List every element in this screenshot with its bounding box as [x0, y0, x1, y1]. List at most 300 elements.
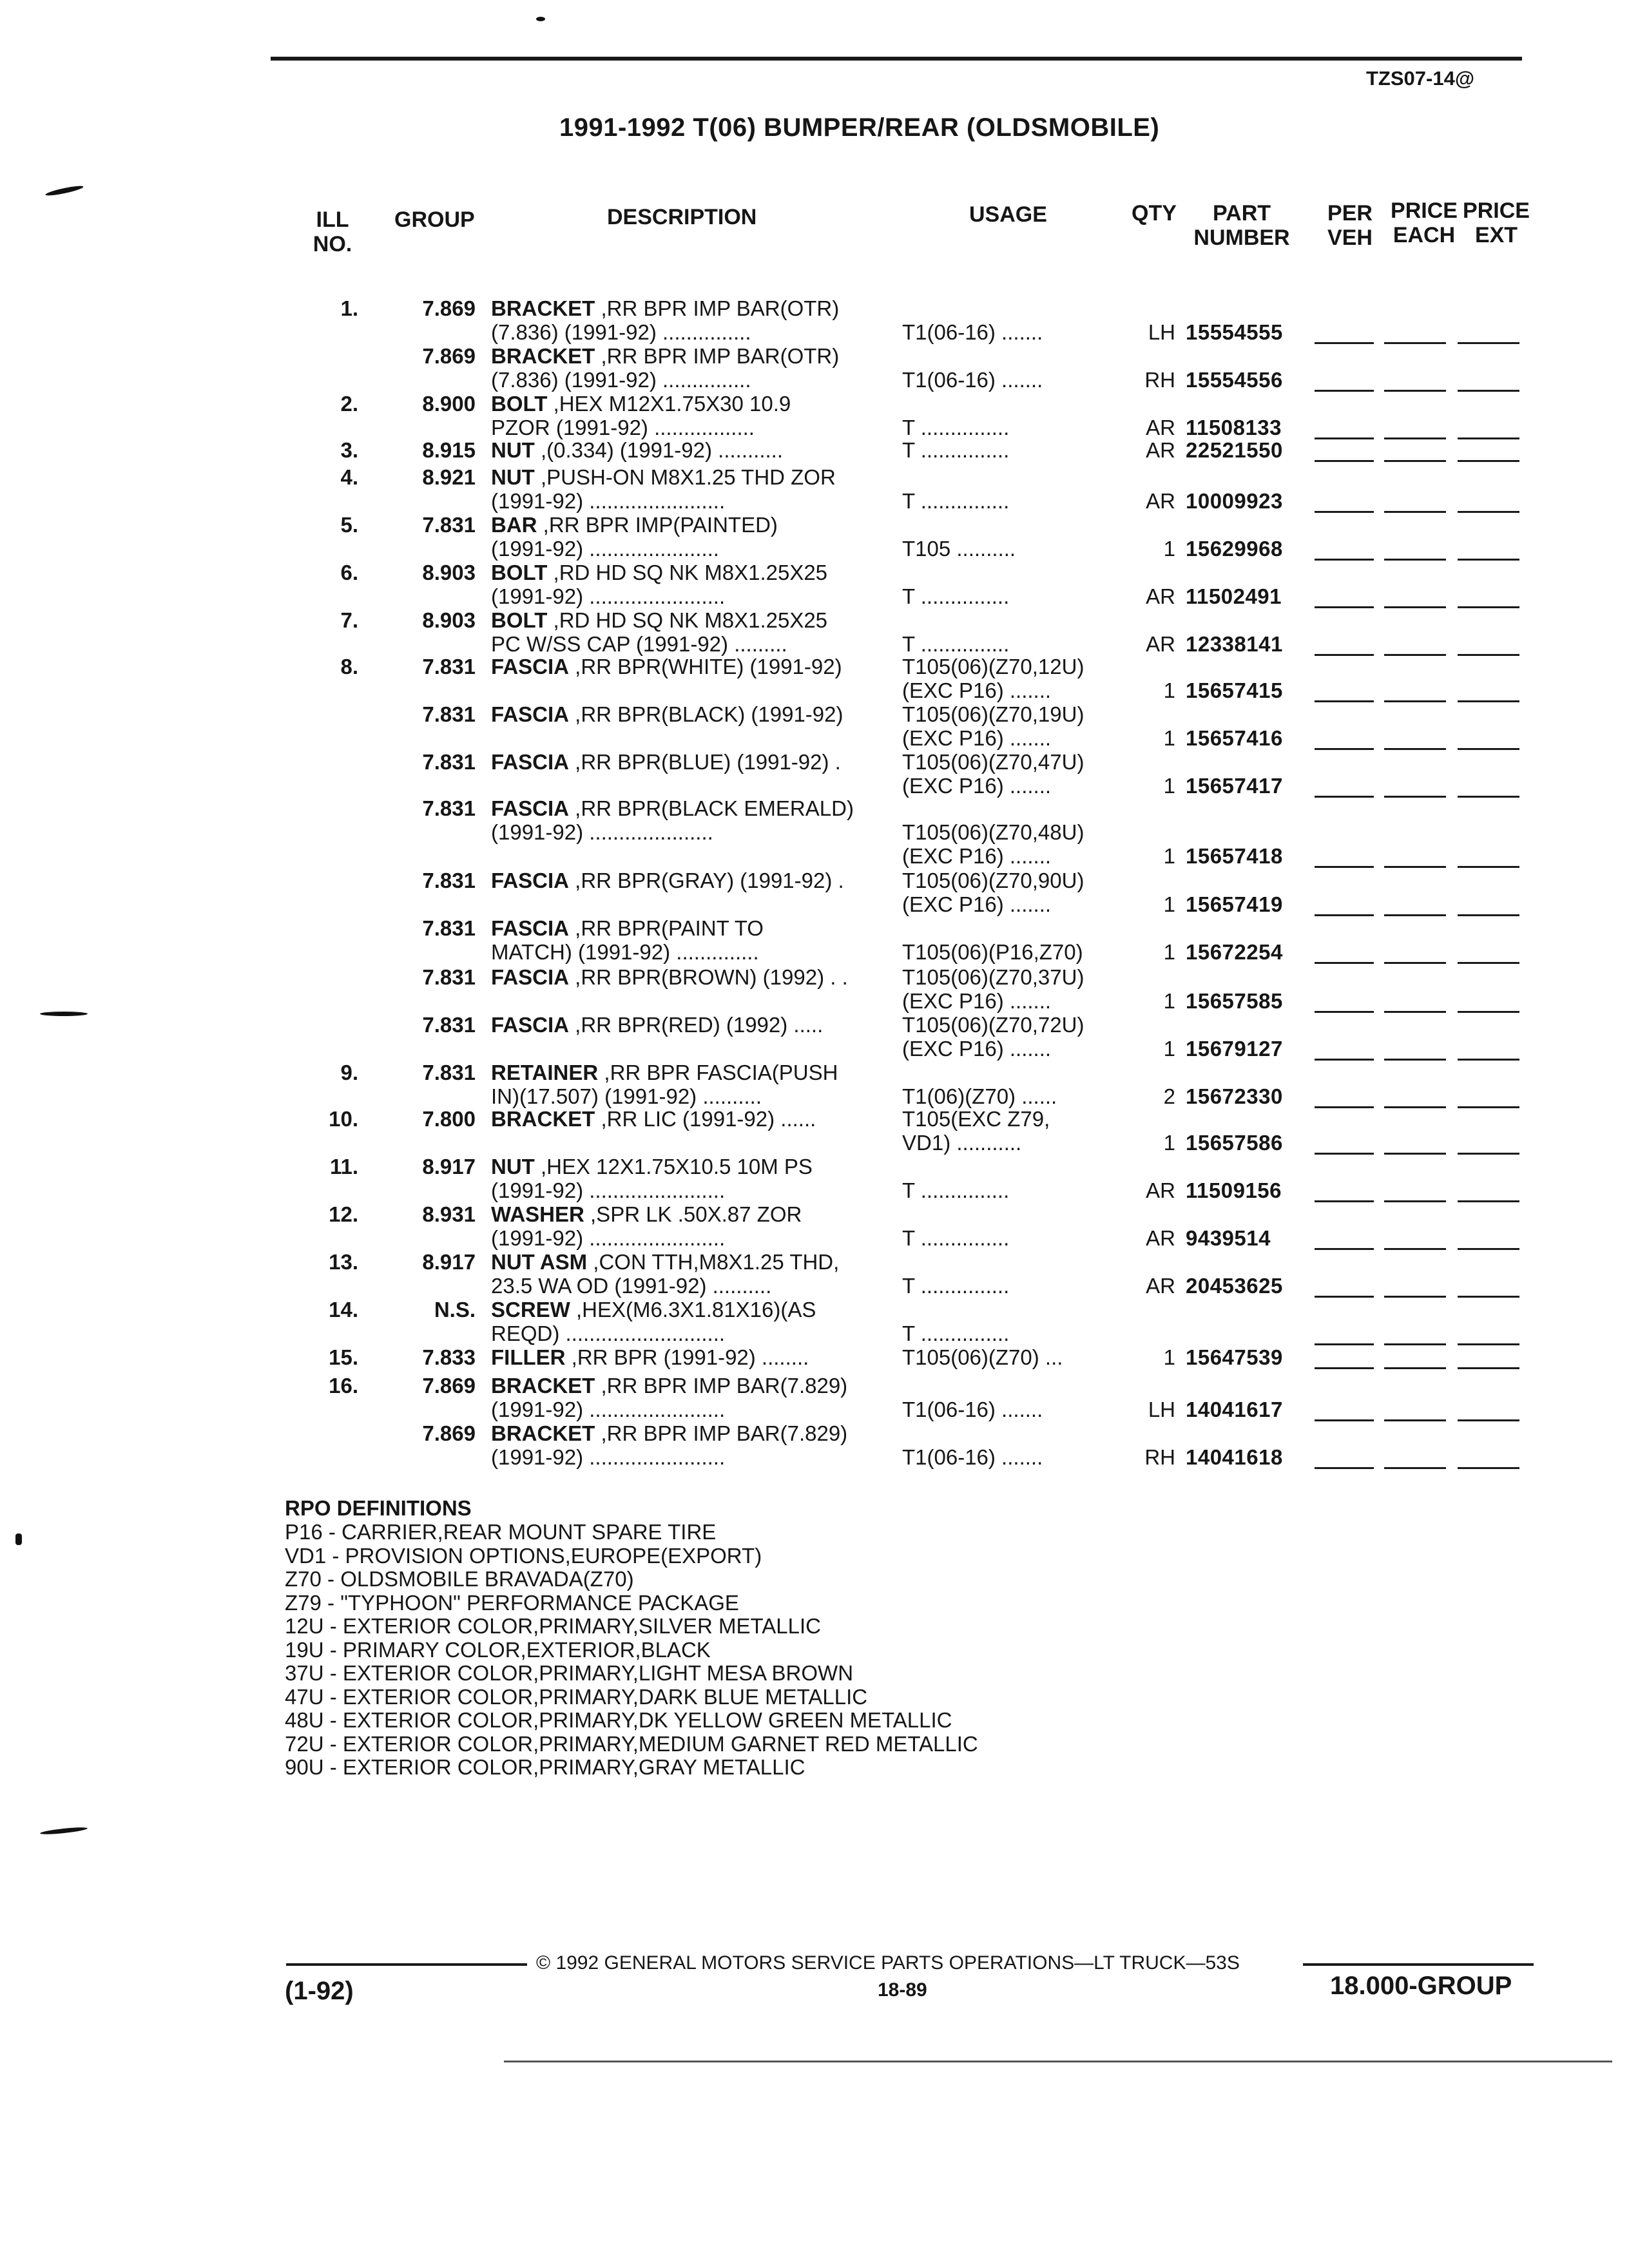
part-description [491, 869, 844, 892]
group-code: 7.831 [422, 1013, 476, 1037]
price-blank [1315, 1367, 1374, 1369]
quantity: AR [1146, 1274, 1175, 1298]
price-blank [1315, 700, 1374, 702]
quantity: 1 [1163, 726, 1175, 750]
price-blank [1315, 1343, 1374, 1345]
part-number: 15554556 [1186, 368, 1283, 392]
scan-mark [15, 1533, 22, 1545]
group-code: 7.869 [422, 1421, 476, 1445]
part-description [491, 1250, 839, 1274]
part-description [491, 608, 827, 632]
part-number: 14041617 [1186, 1398, 1283, 1421]
group-code: 8.917 [422, 1155, 476, 1178]
col-per-veh: PER VEH [1327, 201, 1373, 250]
part-name: WASHER [491, 1202, 584, 1226]
part-description-cont: 23.5 WA OD (1991-92) .......... [491, 1274, 772, 1298]
price-blank [1384, 866, 1446, 868]
part-description [491, 1345, 809, 1369]
part-description-cont: IN)(17.507) (1991-92) .......... [491, 1084, 762, 1108]
quantity: AR [1146, 1178, 1175, 1202]
ill-no: 9. [340, 1061, 358, 1084]
part-name: BOLT [491, 608, 548, 632]
part-detail: ,RR BPR(RED) (1992) ..... [569, 1013, 824, 1037]
ill-no: 4. [340, 465, 358, 489]
price-blank [1458, 1467, 1519, 1469]
doc-code: TZS07-14@ [1366, 67, 1475, 90]
quantity: LH [1148, 1398, 1175, 1421]
part-name: FASCIA [491, 1013, 570, 1037]
col-part-number: PART NUMBER [1193, 201, 1290, 250]
part-name: FASCIA [491, 655, 570, 678]
group-code: 8.900 [422, 392, 476, 416]
price-blank [1315, 1011, 1374, 1013]
usage-cont: (EXC P16) ....... [902, 1037, 1052, 1061]
price-blank [1315, 796, 1374, 798]
ill-no: 10. [329, 1107, 358, 1131]
ill-no: 13. [329, 1250, 358, 1274]
part-number: 11508133 [1186, 416, 1282, 439]
group-code: 7.831 [422, 655, 476, 678]
part-detail: ,RR BPR IMP(PAINTED) [537, 513, 778, 537]
quantity: LH [1148, 320, 1175, 344]
ill-no: 7. [340, 608, 358, 632]
usage: T105(06)(Z70,12U) [902, 655, 1084, 678]
usage-cont: (EXC P16) ....... [902, 892, 1052, 916]
group-code: N.S. [434, 1298, 476, 1321]
part-number: 15672254 [1186, 940, 1283, 964]
group-code: 7.831 [422, 750, 476, 774]
price-blank [1458, 390, 1519, 392]
quantity: AR [1146, 1226, 1175, 1250]
part-detail: ,(0.334) (1991-92) ........... [534, 438, 783, 462]
ill-no: 11. [329, 1155, 358, 1178]
part-description [491, 1421, 847, 1445]
part-description-cont: (7.836) (1991-92) ............... [491, 320, 751, 344]
group-code: 7.800 [422, 1107, 476, 1131]
part-description [491, 1107, 816, 1131]
part-description-cont: (7.836) (1991-92) ............... [491, 368, 751, 392]
part-name: BRACKET [491, 1421, 595, 1445]
part-number: 15657419 [1186, 892, 1283, 916]
ill-no: 6. [340, 561, 358, 584]
usage-cont: (EXC P16) ....... [902, 844, 1052, 868]
quantity: 1 [1163, 989, 1175, 1013]
price-blank [1384, 1106, 1446, 1108]
part-detail: ,RR BPR(WHITE) (1991-92) [569, 655, 842, 678]
price-blank [1384, 606, 1446, 608]
rpo-definition: Z70 - OLDSMOBILE BRAVADA(Z70) [285, 1567, 634, 1591]
part-number: 11502491 [1186, 584, 1282, 608]
price-blank [1315, 1153, 1374, 1155]
part-name: FASCIA [491, 796, 570, 820]
part-detail: ,RR BPR(BLACK) (1991-92) [569, 702, 843, 726]
col-ill: ILL NO. [313, 207, 352, 256]
price-blank [1384, 962, 1446, 964]
rpo-definition: 90U - EXTERIOR COLOR,PRIMARY,GRAY METALLIC [285, 1755, 805, 1779]
rpo-heading: RPO DEFINITIONS [285, 1496, 472, 1520]
part-number: 15657586 [1186, 1131, 1283, 1155]
rpo-definition: VD1 - PROVISION OPTIONS,EUROPE(EXPORT) [285, 1543, 762, 1568]
usage-cont: T1(06)(Z70) ...... [902, 1084, 1057, 1108]
ill-no: 3. [340, 438, 358, 462]
rpo-definition: P16 - CARRIER,REAR MOUNT SPARE TIRE [285, 1520, 717, 1544]
usage-cont: T ............... [902, 584, 1010, 608]
price-blank [1315, 866, 1374, 868]
group-code: 7.869 [422, 296, 476, 320]
quantity: 1 [1163, 774, 1175, 798]
price-blank [1315, 1200, 1374, 1202]
part-name: BRACKET [491, 1107, 595, 1131]
price-blank [1384, 1419, 1446, 1421]
usage: T105(06)(Z70,47U) [902, 750, 1084, 774]
part-number: 20453625 [1186, 1274, 1283, 1298]
group-code: 8.903 [422, 561, 476, 584]
part-name: BOLT [491, 392, 548, 416]
part-name: SCREW [491, 1298, 570, 1321]
price-blank [1458, 1153, 1519, 1155]
part-description-cont: (1991-92) ....................... [491, 1226, 726, 1250]
group-code: 7.831 [422, 513, 476, 537]
price-blank [1315, 606, 1374, 608]
part-detail: ,RR LIC (1991-92) ...... [595, 1107, 816, 1131]
part-description-cont: PZOR (1991-92) ................. [491, 416, 755, 439]
price-blank [1315, 914, 1374, 916]
usage: T105(06)(Z70) ... [902, 1345, 1063, 1369]
usage-cont: (EXC P16) ....... [902, 774, 1052, 798]
price-blank [1315, 437, 1374, 439]
price-blank [1458, 914, 1519, 916]
price-blank [1458, 1011, 1519, 1013]
page-title: 1991-1992 T(06) BUMPER/REAR (OLDSMOBILE) [559, 113, 1160, 142]
quantity: 1 [1163, 678, 1175, 702]
group-code: 8.917 [422, 1250, 476, 1274]
part-number: 9439514 [1186, 1226, 1271, 1250]
price-blank [1315, 654, 1374, 656]
part-name: FASCIA [491, 702, 570, 726]
group-code: 7.831 [422, 916, 476, 940]
col-description: DESCRIPTION [607, 205, 757, 229]
part-name: FASCIA [491, 916, 570, 940]
part-description-cont: (1991-92) ....................... [491, 1445, 726, 1469]
usage-cont: T105(06)(Z70,48U) [902, 820, 1084, 844]
part-detail: ,RR BPR FASCIA(PUSH [598, 1061, 838, 1084]
group-code: 7.869 [422, 1374, 476, 1398]
page-number: 18-89 [878, 1979, 927, 2001]
footer-date: (1-92) [285, 1977, 354, 2005]
part-number: 10009923 [1186, 489, 1283, 513]
quantity: AR [1146, 438, 1175, 462]
copyright-line: © 1992 GENERAL MOTORS SERVICE PARTS OPERATIONS—LT TRUCK—53S [536, 1952, 1240, 1974]
usage-cont: T ............... [902, 1321, 1010, 1345]
usage: T105(06)(Z70,37U) [902, 965, 1084, 989]
quantity: RH [1144, 368, 1175, 392]
part-name: FILLER [491, 1345, 566, 1369]
part-description [491, 1374, 847, 1398]
footer-group: 18.000-GROUP [1330, 1972, 1512, 2000]
price-blank [1315, 748, 1374, 750]
part-detail: ,RR BPR(BLACK EMERALD) [569, 796, 854, 820]
ill-no: 15. [329, 1345, 358, 1369]
price-blank [1384, 1200, 1446, 1202]
price-blank [1315, 390, 1374, 392]
rpo-definition: 48U - EXTERIOR COLOR,PRIMARY,DK YELLOW GREEN METALLIC [285, 1708, 952, 1732]
col-group: GROUP [394, 207, 475, 232]
usage-cont: T1(06-16) ....... [902, 320, 1043, 344]
usage: T105(EXC Z79, [902, 1107, 1050, 1131]
part-detail: ,SPR LK .50X.87 ZOR [584, 1202, 802, 1226]
rpo-definition: Z79 - "TYPHOON" PERFORMANCE PACKAGE [285, 1590, 739, 1615]
part-name: FASCIA [491, 965, 570, 989]
part-description [491, 750, 841, 774]
part-description [491, 296, 839, 320]
group-code: 7.831 [422, 869, 476, 892]
footer-rule-right [1303, 1963, 1534, 1966]
part-name: BRACKET [491, 296, 595, 320]
rpo-definition: 47U - EXTERIOR COLOR,PRIMARY,DARK BLUE METALLIC [285, 1684, 868, 1709]
usage: T ............... [902, 438, 1010, 462]
price-blank [1458, 700, 1519, 702]
col-price-ext: PRICE EXT [1463, 198, 1530, 247]
part-description-cont: MATCH) (1991-92) .............. [491, 940, 759, 964]
price-blank [1458, 1343, 1519, 1345]
price-blank [1384, 1153, 1446, 1155]
part-detail: ,RD HD SQ NK M8X1.25X25 [547, 561, 828, 584]
ill-no: 12. [329, 1202, 358, 1226]
scan-mark [40, 1826, 88, 1836]
group-code: 7.831 [422, 965, 476, 989]
usage-cont: T ............... [902, 632, 1010, 656]
price-blank [1315, 511, 1374, 513]
ill-no: 1. [340, 296, 358, 320]
part-name: NUT ASM [491, 1250, 588, 1274]
part-number: 12338141 [1186, 632, 1283, 656]
group-code: 8.903 [422, 608, 476, 632]
part-detail: ,RR BPR(BLUE) (1991-92) . [569, 750, 841, 774]
price-blank [1384, 1343, 1446, 1345]
part-description [491, 965, 848, 989]
price-blank [1384, 1367, 1446, 1369]
part-detail: ,CON TTH,M8X1.25 THD, [587, 1250, 840, 1274]
group-code: 7.831 [422, 796, 476, 820]
ill-no: 16. [329, 1374, 358, 1398]
price-blank [1458, 1367, 1519, 1369]
part-name: FASCIA [491, 869, 570, 892]
price-blank [1458, 437, 1519, 439]
usage-cont: T ............... [902, 416, 1010, 439]
rpo-list [285, 1521, 978, 1780]
part-name: FASCIA [491, 750, 570, 774]
part-description-cont: (1991-92) ....................... [491, 489, 726, 513]
part-description [491, 513, 778, 537]
price-blank [1315, 1419, 1374, 1421]
group-code: 7.831 [422, 1061, 476, 1084]
rpo-definition: 19U - PRIMARY COLOR,EXTERIOR,BLACK [285, 1637, 711, 1662]
price-blank [1384, 1296, 1446, 1298]
part-description-cont: (1991-92) ....................... [491, 1178, 726, 1202]
part-detail: ,RR BPR(GRAY) (1991-92) . [569, 869, 844, 892]
part-number: 15657417 [1186, 774, 1283, 798]
group-code: 8.921 [422, 465, 476, 489]
usage-cont: T1(06-16) ....... [902, 368, 1043, 392]
part-detail: ,RR BPR IMP BAR(OTR) [595, 296, 840, 320]
price-blank [1458, 511, 1519, 513]
price-blank [1315, 1106, 1374, 1108]
part-detail: ,HEX(M6.3X1.81X16)(AS [570, 1298, 816, 1321]
price-blank [1384, 1467, 1446, 1469]
price-blank [1458, 559, 1519, 561]
usage-cont: T105 .......... [902, 537, 1016, 561]
price-blank [1458, 796, 1519, 798]
price-blank [1458, 748, 1519, 750]
price-blank [1458, 1200, 1519, 1202]
part-detail: ,RR BPR (1991-92) ........ [565, 1345, 809, 1369]
part-description-cont: REQD) ........................... [491, 1321, 726, 1345]
part-detail: ,HEX 12X1.75X10.5 10M PS [534, 1155, 813, 1178]
usage-cont: VD1) ........... [902, 1131, 1022, 1155]
rpo-definition: 12U - EXTERIOR COLOR,PRIMARY,SILVER METALLIC [285, 1614, 821, 1638]
part-number: 15672330 [1186, 1084, 1283, 1108]
price-blank [1384, 460, 1446, 462]
price-blank [1458, 654, 1519, 656]
part-detail: ,PUSH-ON M8X1.25 THD ZOR [534, 465, 836, 489]
quantity: 2 [1163, 1084, 1175, 1108]
part-description [491, 438, 783, 462]
price-blank [1315, 559, 1374, 561]
part-description [491, 1061, 838, 1084]
part-detail: ,HEX M12X1.75X30 10.9 [547, 392, 791, 416]
part-description [491, 465, 836, 489]
price-blank [1384, 914, 1446, 916]
part-description [491, 796, 854, 820]
price-blank [1384, 700, 1446, 702]
part-name: BOLT [491, 561, 548, 584]
price-blank [1384, 342, 1446, 344]
price-blank [1384, 1011, 1446, 1013]
price-blank [1384, 748, 1446, 750]
part-name: BRACKET [491, 344, 595, 368]
ill-no: 2. [340, 392, 358, 416]
price-blank [1315, 1467, 1374, 1469]
part-number: 22521550 [1186, 438, 1283, 462]
quantity: 1 [1163, 1037, 1175, 1061]
price-blank [1384, 390, 1446, 392]
part-description [491, 344, 839, 368]
part-description [491, 1298, 816, 1321]
col-qty: QTY [1132, 201, 1177, 226]
part-number: 15554555 [1186, 320, 1283, 344]
part-detail: ,RR BPR IMP BAR(OTR) [595, 344, 840, 368]
price-blank [1384, 1059, 1446, 1061]
usage-cont: T ............... [902, 1274, 1010, 1298]
quantity: 1 [1163, 537, 1175, 561]
price-blank [1384, 437, 1446, 439]
part-description [491, 1155, 813, 1178]
ill-no: 14. [329, 1298, 358, 1321]
part-description [491, 561, 827, 584]
rpo-definition: 37U - EXTERIOR COLOR,PRIMARY,LIGHT MESA BROWN [285, 1661, 854, 1685]
rpo-definitions [285, 1496, 978, 1780]
price-blank [1315, 1296, 1374, 1298]
price-blank [1458, 606, 1519, 608]
part-description [491, 702, 843, 726]
usage: T105(06)(Z70,19U) [902, 702, 1084, 726]
quantity: 1 [1163, 1131, 1175, 1155]
price-blank [1458, 342, 1519, 344]
part-description [491, 392, 791, 416]
price-blank [1315, 1059, 1374, 1061]
part-name: NUT [491, 438, 535, 462]
usage-cont: T105(06)(P16,Z70) [902, 940, 1083, 964]
part-number: 15657585 [1186, 989, 1283, 1013]
part-detail: ,RR BPR IMP BAR(7.829) [595, 1374, 848, 1398]
price-blank [1458, 1106, 1519, 1108]
usage-cont: T1(06-16) ....... [902, 1445, 1043, 1469]
part-number: 15647539 [1186, 1345, 1283, 1369]
part-number: 15679127 [1186, 1037, 1283, 1061]
usage-cont: (EXC P16) ....... [902, 678, 1052, 702]
part-name: RETAINER [491, 1061, 599, 1084]
quantity: AR [1146, 632, 1175, 656]
price-blank [1458, 460, 1519, 462]
quantity: AR [1146, 489, 1175, 513]
price-blank [1315, 1248, 1374, 1250]
footer-rule-left [286, 1963, 527, 1966]
part-number: 14041618 [1186, 1445, 1283, 1469]
part-detail: ,RR BPR(PAINT TO [569, 916, 764, 940]
part-description-cont: (1991-92) ...................... [491, 537, 719, 561]
price-blank [1458, 1419, 1519, 1421]
quantity: AR [1146, 584, 1175, 608]
part-description-cont: (1991-92) ..................... [491, 820, 713, 844]
usage: T105(06)(Z70,72U) [902, 1013, 1084, 1037]
group-code: 7.869 [422, 344, 476, 368]
part-description-cont: PC W/SS CAP (1991-92) ......... [491, 632, 787, 656]
part-description [491, 655, 842, 678]
price-blank [1315, 962, 1374, 964]
part-detail: ,RR BPR(BROWN) (1992) . . [569, 965, 848, 989]
part-description [491, 1202, 802, 1226]
price-blank [1458, 1059, 1519, 1061]
part-detail: ,RR BPR IMP BAR(7.829) [595, 1421, 848, 1445]
price-blank [1315, 342, 1374, 344]
part-number: 15629968 [1186, 537, 1283, 561]
usage: T105(06)(Z70,90U) [902, 869, 1084, 892]
usage-cont: T ............... [902, 489, 1010, 513]
group-code: 8.915 [422, 438, 476, 462]
usage-cont: T ............... [902, 1226, 1010, 1250]
group-code: 7.831 [422, 702, 476, 726]
part-detail: ,RD HD SQ NK M8X1.25X25 [547, 608, 828, 632]
part-description-cont: (1991-92) ....................... [491, 584, 726, 608]
part-name: NUT [491, 1155, 535, 1178]
usage-cont: (EXC P16) ....... [902, 726, 1052, 750]
part-name: NUT [491, 465, 535, 489]
quantity: RH [1144, 1445, 1175, 1469]
quantity: 1 [1163, 1345, 1175, 1369]
part-description [491, 1013, 823, 1037]
price-blank [1458, 1248, 1519, 1250]
price-blank [1458, 866, 1519, 868]
group-code: 8.931 [422, 1202, 476, 1226]
part-number: 15657415 [1186, 678, 1283, 702]
bottom-scan-rule [504, 2061, 1612, 2062]
quantity: 1 [1163, 892, 1175, 916]
part-number: 15657416 [1186, 726, 1283, 750]
usage-cont: T1(06-16) ....... [902, 1398, 1043, 1421]
col-price-each: PRICE EACH [1391, 198, 1458, 247]
part-name: BRACKET [491, 1374, 595, 1398]
price-blank [1384, 796, 1446, 798]
